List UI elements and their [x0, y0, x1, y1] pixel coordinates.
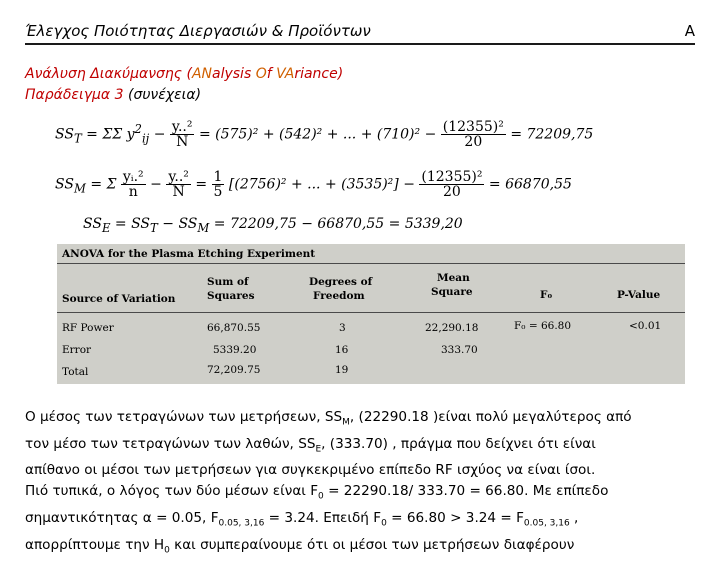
section-heading [25, 64, 343, 106]
formula-block [55, 112, 594, 240]
body-text [25, 407, 700, 562]
page-title: Έλεγχος Ποιότητας Διεργασιών & Προϊόντων [25, 22, 371, 40]
col-header-ms-1: Mean [437, 272, 470, 284]
col-header-ss-1: Sum of [207, 276, 249, 288]
col-header-f0: F₀ [540, 289, 553, 301]
anova-title: ANOVA for the Plasma Etching Experiment [62, 248, 316, 260]
col-header-source: Source of Variation [62, 293, 176, 305]
sst-formula: $SS_T = \Sigma\Sigma$ $y^2_{ij}$ − $\frac{\text{y..²}}{N}$ = (575)² + (542)² + ... + (710)² − $\frac{\text{(12355)²}}{20}$ = 72209,75 [55, 119, 594, 150]
ssm-formula: $SS_M = \Sigma$ $\frac{\text{yᵢ.²}}{n}$ − $\frac{\text{y..²}}{N}$ = $\frac{1}{5}$ [(2756)² + ... + (3535)²] − $\frac{\text{(12355)²}}{20}$ = 66870,55 [55, 169, 572, 200]
header-divider [25, 43, 695, 45]
col-header-ms-2: Square [431, 286, 473, 298]
anova-heading: Ανάλυση Διακύμανσης (ANalysis Of VAriance) [25, 66, 344, 82]
body-line-5: σημαντικότητας α = 0.05, $F_{0.05, 3,16} = 3.24$. Επειδή $F_0 = 66.80 > 3.24 = F_{0.05, 3,16}$ , [25, 510, 579, 529]
table-rule [57, 263, 685, 264]
anova-table: ANOVA for the Plasma Etching Experiment Source of Variation Sum of Squares Degrees of Freedom Mean Square F₀ P-Value RF Power 66,870.55 3 22,290.18 F₀ = 66.80 <0.01 Error 5339.20 16 333.70 Total 72,209.75 19 [57, 244, 685, 384]
body-line-1: Ο μέσος των τετραγώνων των μετρήσεων, $SS_M$, (22290.18 )είναι πολύ μεγαλύτερος από [25, 409, 632, 428]
body-line-6: απορρίπτουμε την $H_0$ και συμπεραίνουμε ότι οι μέσοι των μετρήσεων διαφέρουν [25, 536, 575, 556]
slide-header [25, 18, 695, 42]
col-header-pvalue: P-Value [617, 289, 661, 301]
col-header-df-2: Freedom [313, 290, 365, 302]
col-header-ss-2: Squares [207, 290, 255, 302]
header-letter: A [684, 22, 695, 40]
example-heading: Παράδειγμα 3 (συνέχεια) [25, 87, 202, 103]
body-line-3: απίθανο οι μέσοι των μετρήσεων για συγκεκριμένο επίπεδο RF ισχύος να είναι ίσοι. [25, 462, 596, 479]
table-rule [57, 312, 685, 313]
body-line-4: Πιό τυπικά, ο λόγος των δύο μέσων είναι $F_0 = 22290.18/$ 333.70 = 66.80. Με επίπεδο [25, 483, 609, 503]
sse-formula: $SS_E = SS_T - SS_M = 72209,75 - 66870,55 = 5339,20$ [83, 216, 463, 235]
body-line-2: τον μέσο των τετραγώνων των λαθών, $SS_E$, (333.70) , πράγμα που δείχνει ότι είναι [25, 435, 596, 455]
col-header-df-1: Degrees of [309, 276, 373, 288]
